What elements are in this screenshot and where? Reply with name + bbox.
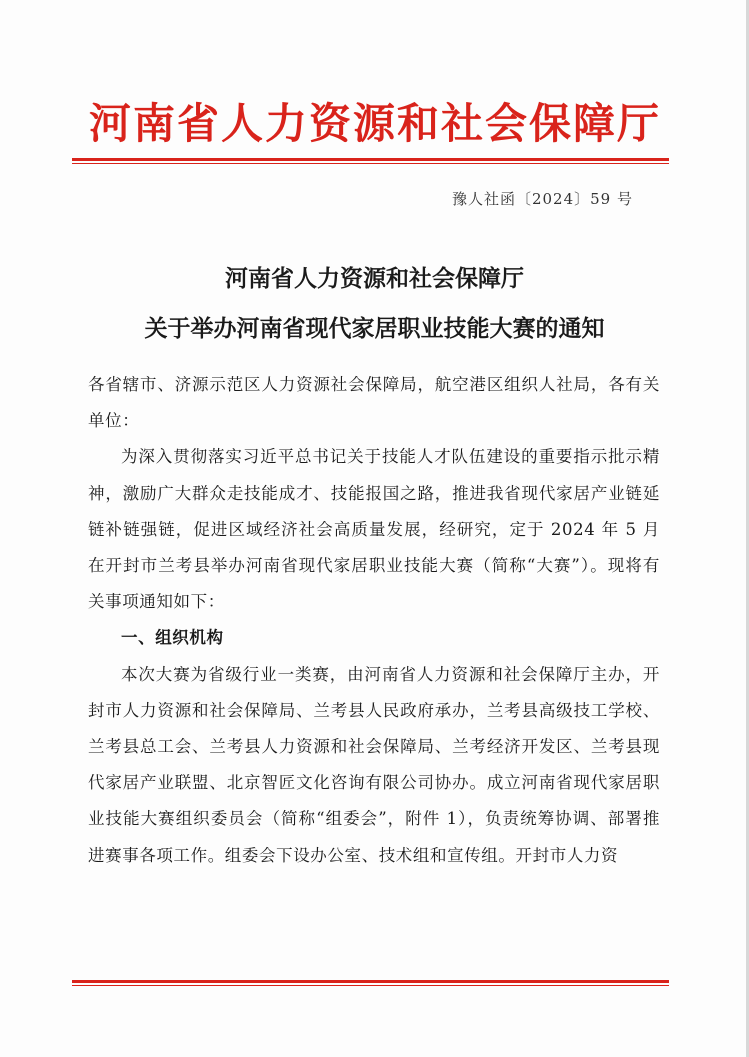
footer-red-rule-thick	[72, 980, 669, 983]
masthead-org-name: 河南省人力资源和社会保障厅	[88, 99, 661, 148]
title-line-2: 关于举办河南省现代家居职业技能大赛的通知	[144, 316, 605, 342]
document-number: 豫人社函〔2024〕59 号	[451, 190, 633, 208]
header-red-rule-thin	[72, 163, 669, 164]
document-body	[88, 367, 660, 874]
footer-red-rule-thin	[72, 985, 669, 986]
organization-paragraph: 本次大赛为省级行业一类赛，由河南省人力资源和社会保障厅主办，开封市人力资源和社会保障局、兰考县人民政府承办，兰考县高级技工学校、兰考县总工会、兰考县人力资源和社会保障局、兰考经济开发区、兰考县现代家居产业联盟、北京智匠文化咨询有限公司协办。成立河南省现代家居职业技能大赛组织委员会（简称“组委会”，附件 1），负责统筹协调、部署推进赛事各项工作。组委会下设办公室、技术组和宣传组。开封市人力资	[88, 664, 660, 865]
intro-paragraph: 为深入贯彻落实习近平总书记关于技能人才队伍建设的重要指示批示精神，激励广大群众走技能成才、技能报国之路，推进我省现代家居产业链延链补链强链，促进区域经济社会高质量发展，经研究，定于 2024 年 5 月在开封市兰考县举办河南省现代家居职业技能大赛（简称“大赛”）。现将有关事项通知如下：	[88, 447, 660, 612]
recipients-paragraph: 各省辖市、济源示范区人力资源社会保障局，航空港区组织人社局，各有关单位：	[88, 375, 660, 431]
title-line-1: 河南省人力资源和社会保障厅	[225, 266, 524, 292]
header-red-rule-thick	[72, 158, 669, 161]
section-heading: 一、组织机构	[121, 628, 224, 648]
